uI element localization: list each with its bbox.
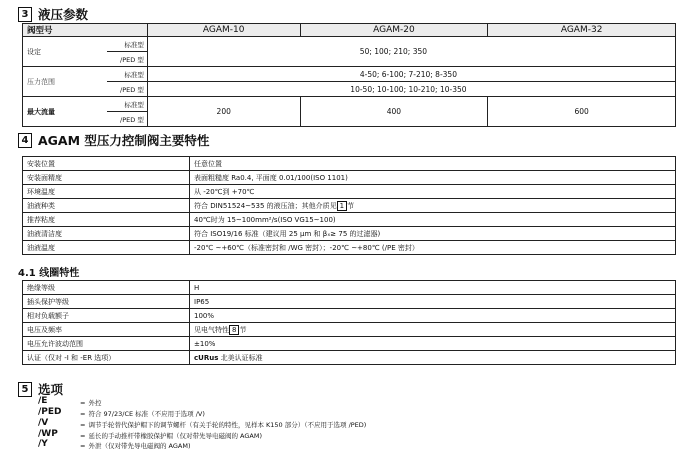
model-agam-10: AGAM-10 (147, 24, 300, 37)
row-key: 推荐粘度 (23, 213, 190, 227)
row-key: 环境温度 (23, 185, 190, 199)
row-value: 表面粗糙度 Ra0.4, 平面度 0.01/100(ISO 1101) (190, 171, 676, 185)
flow-agam-20: 400 (300, 97, 488, 127)
table-row (23, 97, 676, 112)
table-row (23, 351, 676, 365)
value-suffix: 北美认证标准 (218, 353, 263, 362)
section-4-title (18, 131, 209, 149)
row-key: 相对负载额子 (23, 309, 190, 323)
row-value: 40℃时为 15~100mm²/s(ISO VG15~100) (190, 213, 676, 227)
option-desc-y: = 外泄（仅对带先导电磁阀的 AGAM) (80, 442, 191, 450)
row-key: 油液清洁度 (23, 227, 190, 241)
table-row (23, 171, 676, 185)
value-text: 见电气特性 (194, 325, 229, 334)
row-value (190, 323, 676, 337)
pressure-std-value: 4-50; 6-100; 7-210; 8-350 (147, 67, 675, 82)
table-row (23, 24, 676, 37)
main-characteristics-table (22, 156, 676, 255)
model-agam-32: AGAM-32 (488, 24, 676, 37)
pressure-std-type: 标准型 (107, 67, 147, 82)
row-key: 绝缘等级 (23, 281, 190, 295)
row-value: -20℃ ~+60℃（标准密封和 /WG 密封）；-20℃ ~+80℃ (/PE 密封） (190, 241, 676, 255)
row-key: 插头保护等级 (23, 295, 190, 309)
option-desc-text: 延长的手动推杆带橡胶保护帽（仅对带先导电磁阀的 AGAM) (88, 432, 262, 440)
option-desc-text: 外泄（仅对带先导电磁阀的 AGAM) (88, 442, 191, 450)
certification-mark: cURus (194, 353, 219, 362)
flow-agam-32: 600 (488, 97, 676, 127)
section-ref-box: 1 (337, 201, 347, 211)
row-key: 油液种类 (23, 199, 190, 213)
section-3-title (18, 5, 88, 23)
option-code-y: /Y (38, 439, 48, 449)
hydraulic-parameters-table (22, 23, 676, 127)
section-number: 5 (18, 382, 32, 397)
option-desc-v: = 调节手轮替代保护帽下的调节螺杆（有关手轮的特性，见样本 K150 部分）（不应用于选项 /PED) (80, 421, 367, 429)
max-flow-label: 最大流量 (23, 97, 108, 127)
row-value (190, 199, 676, 213)
option-desc-e: = 外控 (80, 399, 102, 407)
table-row (23, 309, 676, 323)
pressure-ped-value: 10-50; 10-100; 10-210; 10-350 (147, 82, 675, 97)
option-desc-ped: = 符合 97/23/CE 标准（不应用于选项 /V) (80, 410, 205, 418)
section-title-text: 液压参数 (38, 7, 89, 22)
row-value: IP65 (190, 295, 676, 309)
option-code-ped: /PED (38, 407, 62, 417)
model-agam-20: AGAM-20 (300, 24, 488, 37)
table-row (23, 82, 676, 97)
table-row (23, 37, 676, 52)
row-value (190, 351, 676, 365)
table-row (23, 323, 676, 337)
row-value: 符合 ISO19/16 标准（建议用 25 μm 和 βₓ≥ 75 的过滤器) (190, 227, 676, 241)
flow-std-type: 标准型 (107, 97, 147, 112)
row-value: 100% (190, 309, 676, 323)
row-key: 油液温度 (23, 241, 190, 255)
table-row (23, 157, 676, 171)
section-title-text: 选项 (38, 382, 64, 397)
section-title-text: AGAM 型压力控制阀主要特性 (38, 133, 210, 148)
table-row (23, 337, 676, 351)
option-desc-wp: = 延长的手动推杆带橡胶保护帽（仅对带先导电磁阀的 AGAM) (80, 432, 262, 440)
section-4-1-title: 4.1 线圈特性 (18, 268, 80, 279)
row-key: 电压及频率 (23, 323, 190, 337)
row-key: 认证（仅对 -I 和 -ER 选项） (23, 351, 190, 365)
value-text: 符合 DIN51524~535 的液压油；其他介质见 (194, 201, 337, 210)
flow-ped-type: /PED 型 (107, 112, 147, 127)
row-value: 任意位置 (190, 157, 676, 171)
table-row (23, 199, 676, 213)
setting-ped-type: /PED 型 (107, 52, 147, 67)
setting-label: 设定 (23, 37, 108, 67)
value-suffix: 节 (347, 201, 355, 210)
coil-characteristics-table (22, 280, 676, 365)
setting-value: 50; 100; 210; 350 (147, 37, 675, 67)
pressure-range-label: 压力范围 (23, 67, 108, 97)
model-header: 阀型号 (23, 24, 148, 37)
option-desc-text: 调节手轮替代保护帽下的调节螺杆（有关手轮的特性，见样本 K150 部分）（不应用于选项 /PED) (88, 421, 367, 429)
table-row (23, 295, 676, 309)
row-value: H (190, 281, 676, 295)
option-code-v: /V (38, 418, 49, 428)
section-number: 4 (18, 133, 32, 148)
table-row (23, 67, 676, 82)
option-desc-text: 符合 97/23/CE 标准（不应用于选项 /V) (88, 410, 205, 418)
row-key: 安装位置 (23, 157, 190, 171)
table-row (23, 227, 676, 241)
table-row (23, 281, 676, 295)
pressure-ped-type: /PED 型 (107, 82, 147, 97)
row-value: 从 -20℃到 +70℃ (190, 185, 676, 199)
table-row (23, 185, 676, 199)
option-code-wp: /WP (38, 429, 58, 439)
flow-agam-10: 200 (147, 97, 300, 127)
row-value: ±10% (190, 337, 676, 351)
option-code-e: /E (38, 396, 48, 406)
value-suffix: 节 (239, 325, 247, 334)
setting-std-type: 标准型 (107, 37, 147, 52)
table-row (23, 241, 676, 255)
row-key: 安装面精度 (23, 171, 190, 185)
row-key: 电压允许波动范围 (23, 337, 190, 351)
table-row (23, 213, 676, 227)
section-number: 3 (18, 7, 32, 22)
section-ref-box: 8 (229, 325, 239, 335)
option-desc-text: 外控 (88, 399, 102, 407)
